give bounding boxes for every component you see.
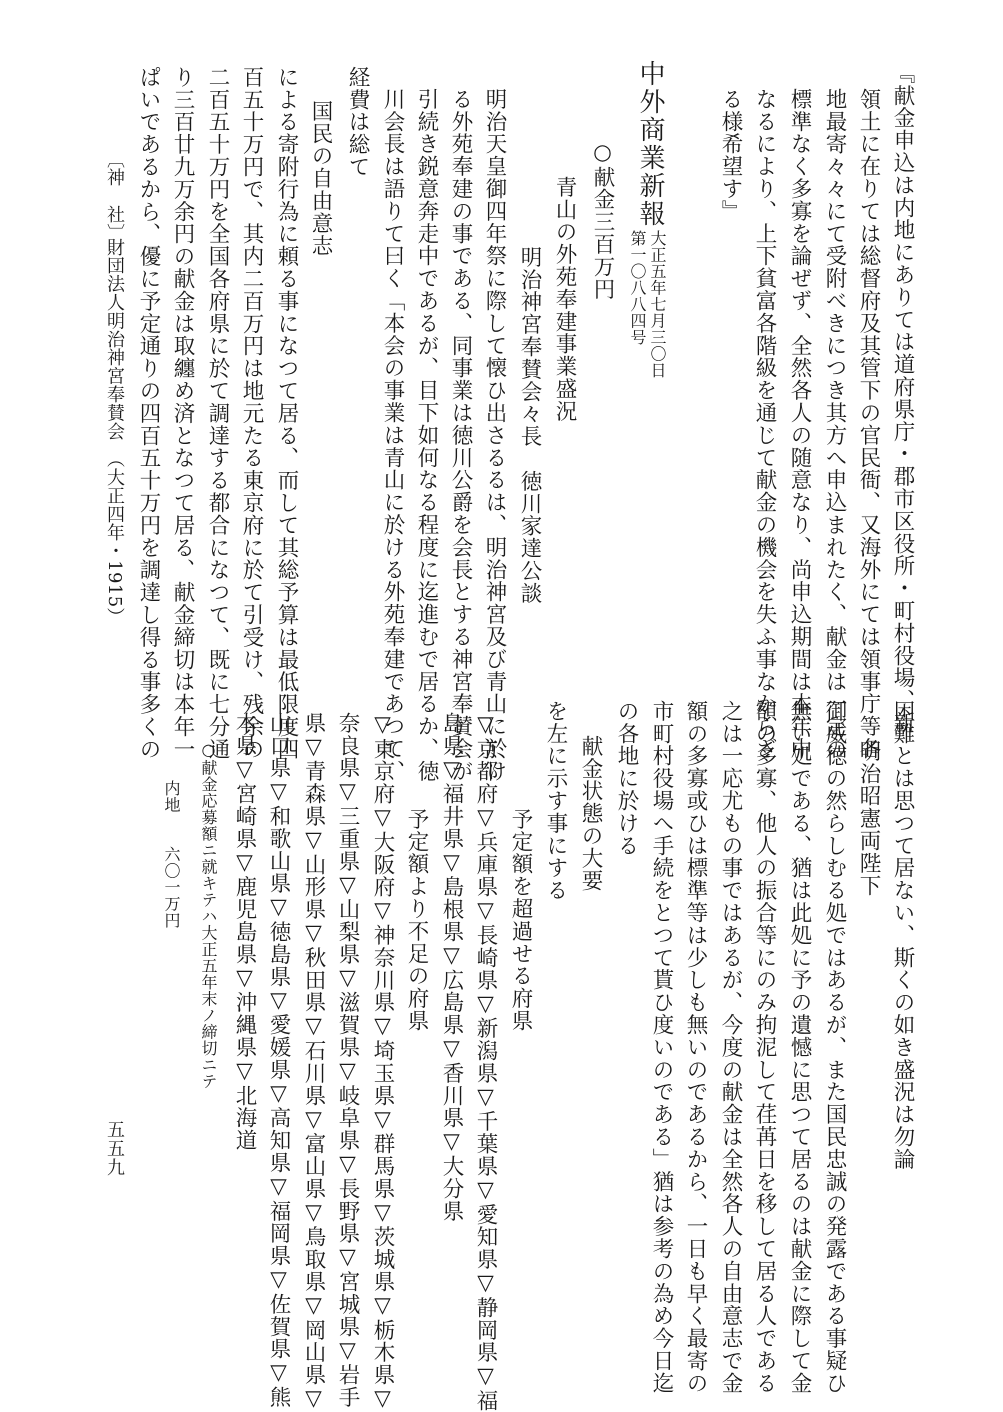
- section-heading: 国民の自由意志: [308, 100, 333, 257]
- body-line: 経費は総て: [345, 66, 370, 178]
- prefecture-list-line: ▽東京府▽大阪府▽神奈川県▽埼玉県▽群馬県▽茨城県▽栃木県▽: [370, 712, 395, 1412]
- prefecture-list-line: ▽京都府▽兵庫県▽長崎県▽新潟県▽千葉県▽愛知県▽静岡県▽福: [473, 712, 498, 1412]
- body-line: の各地に於ける: [614, 700, 639, 857]
- prefecture-list-line: 奈良県▽三重県▽山梨県▽滋賀県▽岐阜県▽長野県▽宮城県▽岩手: [335, 712, 360, 1409]
- body-line: り三百廿九万余円の献金は取纏め済となつて居る、献金締切は本年一: [170, 66, 195, 761]
- page-number: 五五九: [104, 1120, 125, 1177]
- speaker-line: 明治神宮奉賛会々長 徳川家達公談: [517, 246, 542, 605]
- body-line: 額の多寡、他人の振合等にのみ拘泥して荏苒日を移して居る人である: [752, 700, 777, 1395]
- body-line: を左に示す事にする: [543, 700, 568, 902]
- intro-line: 『献金申込は内地にありては道府県庁・郡市区役所・町村役場、新: [890, 62, 915, 734]
- note-line: ○献金応募額ニ就キテハ大正五年末ノ締切ニテ: [199, 740, 218, 1090]
- subheadline: 青山の外苑奉建事業盛況: [552, 176, 577, 423]
- issue-date: 大正五年七月三〇日: [648, 230, 667, 379]
- prefecture-list-line: 本県▽宮崎県▽鹿児島県▽沖縄県▽北海道: [232, 712, 257, 1152]
- intro-line: 地最寄々々にて受附べきにつき其方へ申込まれたく、献金は一定の: [822, 88, 847, 760]
- subheading: 献金状態の大要: [578, 735, 603, 892]
- subheading: 予定額を超過せる府県: [508, 808, 533, 1032]
- intro-line: 標準なく多寡を論ぜず、全然各人の随意なり、尚申込期間は本年中: [787, 88, 812, 760]
- issue-number: 第一〇八八四号: [628, 230, 647, 346]
- body-line: 市町村役場へ手続をとつて貰ひ度いのである」猶は参考の為め今日迄: [649, 700, 674, 1395]
- body-line: 御威徳の然らしむる処ではあるが、また国民忠誠の発露である事疑ひ: [822, 700, 847, 1395]
- body-line: 明治天皇御四年祭に際して懐ひ出さるるは、明治神宮及び青山に於け: [482, 88, 507, 783]
- prefecture-list-line: 県▽青森県▽山形県▽秋田県▽石川県▽富山県▽鳥取県▽岡山県▽: [301, 712, 326, 1412]
- footer-source: 財団法人明治神宮奉賛会 （大正四年・1915）: [104, 238, 125, 627]
- subheading: 予定額より不足の府県: [404, 808, 429, 1032]
- intro-line: る様希望す』: [718, 88, 743, 223]
- body-line: る外苑奉建の事である、同事業は徳川公爵を会長とする神宮奉賛会が: [448, 88, 473, 783]
- newspaper-title: 中外商業新報: [635, 60, 665, 228]
- body-line: 二百五十万円を全国各府県に於て調達する都合になつて、既に七分通: [205, 66, 230, 761]
- body-line: 引続き鋭意奔走中であるが、目下如何なる程度に迄進むで居るか、徳: [414, 88, 439, 783]
- intro-line: なるにより、上下貧富各階級を通じて献金の機会を失ふ事なからざ: [752, 88, 777, 760]
- subheading: 明治昭憲両陛下: [856, 740, 881, 897]
- domestic-amount: 内地 六〇一万円: [162, 780, 181, 929]
- body-line: ぱいであるから、優に予定通りの四百五十万円を調達し得る事多くの: [136, 66, 161, 761]
- body-line: 川会長は語りて曰く「本会の事業は青山に於ける外苑奉建であつて、: [380, 88, 405, 783]
- prefecture-list-line: 島県▽福井県▽島根県▽広島県▽香川県▽大分県: [439, 712, 464, 1223]
- body-line: による寄附行為に頼る事になつて居る、而して其総予算は最低限度四: [274, 66, 299, 761]
- body-line: 無い処である、猶は此処に予の遺憾に思つて居るのは献金に際して金: [787, 700, 812, 1395]
- body-line: 百五十万円で、其内二百万円は地元たる東京府に於て引受け、残余の: [239, 66, 264, 761]
- prefecture-list-line: 山口県▽和歌山県▽徳島県▽愛媛県▽高知県▽福岡県▽佐賀県▽熊: [266, 712, 291, 1409]
- intro-line: 領土に在りては総督府及其管下の官民衙、又海外にては領事庁等各: [856, 88, 881, 760]
- body-line: 困難とは思つて居ない、斯くの如き盛況は勿論: [890, 700, 915, 1171]
- body-line: 之は一応尤もの事ではあるが、今度の献金は全然各人の自由意志で金: [718, 700, 743, 1395]
- footer-category: 〔神 社〕: [104, 150, 125, 242]
- headline: ○献金三百万円: [590, 140, 615, 301]
- body-line: 額の多寡或ひは標準等は少しも無いのであるから、一日も早く最寄の: [683, 700, 708, 1395]
